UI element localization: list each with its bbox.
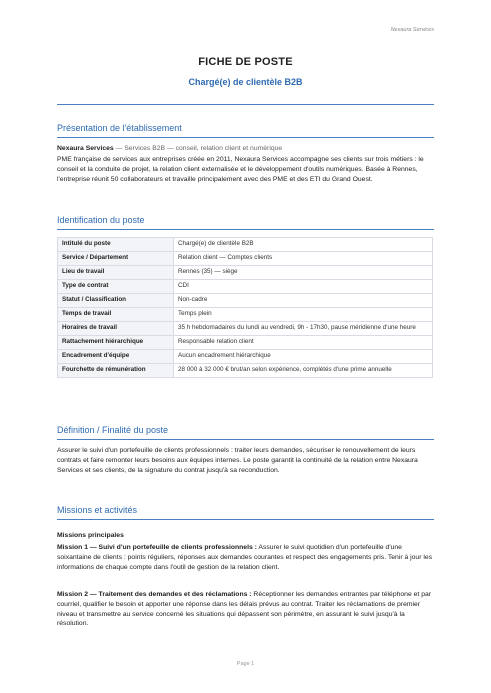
table-row	[58, 293, 433, 307]
field-value: Non-cadre	[174, 293, 433, 307]
field-value: Responsable relation client	[174, 335, 433, 349]
field-value: Aucun encadrement hiérarchique	[174, 349, 433, 363]
table-row	[58, 321, 433, 335]
table-row	[58, 335, 433, 349]
mission-item	[57, 590, 434, 629]
table-row	[58, 307, 433, 321]
mission-title: Mission 1 — Suivi d'un portefeuille de clients professionnels :	[57, 544, 257, 551]
field-value: 28 000 à 32 000 € brut/an selon expérience, complétés d'une prime annuelle	[174, 363, 433, 377]
field-label: Intitulé du poste	[58, 238, 174, 252]
org-line	[57, 144, 434, 154]
table-row	[58, 265, 433, 279]
section-divider	[57, 519, 434, 520]
field-label: Fourchette de rémunération	[58, 363, 174, 377]
org-tagline: — Services B2B — conseil, relation client et numérique	[113, 145, 283, 152]
field-label: Temps de travail	[58, 307, 174, 321]
section-divider	[57, 439, 434, 440]
mission-title: Mission 2 — Traitement des demandes et des réclamations :	[57, 591, 252, 598]
section-title-definition: Définition / Finalité du poste	[57, 425, 169, 435]
field-value: Relation client — Comptes clients	[174, 251, 433, 265]
header-company: Nexaura Services	[390, 27, 434, 33]
section-title-presentation: Présentation de l'établissement	[57, 123, 182, 133]
field-value: 35 h hebdomadaires du lundi au vendredi, 9h - 17h30, pause méridienne d'une heure	[174, 321, 433, 335]
mission-item	[57, 543, 434, 572]
field-label: Horaires de travail	[58, 321, 174, 335]
table-row	[58, 363, 433, 377]
table-row	[58, 251, 433, 265]
field-label: Service / Département	[58, 251, 174, 265]
mission-text: Assurer le suivi quotidien d'un portefeuille d'une soixantaine de clients : points réguliers, réponses aux demandes courantes et respect des engagements pris. Tenir à jour les informations de chaque compte dans l'outil de gestion de la relation client.	[57, 544, 433, 571]
mission-text: Réceptionner les demandes entrantes par téléphone et par courriel, qualifier le besoin et apporter une réponse dans les délais prévus au contrat. Traiter les réclamations de premier niveau et transmettre au service concerné les situations qui dépassent son périmètre, en assurant le suivi jusqu'à la résolution.	[57, 591, 432, 628]
org-name: Nexaura Services	[57, 145, 114, 152]
document-title: FICHE DE POSTE	[198, 56, 293, 68]
field-value: Chargé(e) de clientèle B2B	[174, 238, 433, 252]
section-title-identification: Identification du poste	[57, 215, 145, 225]
field-label: Rattachement hiérarchique	[58, 335, 174, 349]
missions-subheading: Missions principales	[57, 532, 124, 539]
field-label: Statut / Classification	[58, 293, 174, 307]
section-divider	[57, 229, 434, 230]
field-value: Temps plein	[174, 307, 433, 321]
field-label: Lieu de travail	[58, 265, 174, 279]
field-label: Type de contrat	[58, 279, 174, 293]
field-value: Rennes (35) — siège	[174, 265, 433, 279]
identification-table	[57, 237, 433, 378]
field-value: CDI	[174, 279, 433, 293]
document-subtitle: Chargé(e) de clientèle B2B	[188, 77, 303, 87]
title-divider	[57, 104, 434, 105]
presentation-body: PME française de services aux entreprises créée en 2011, Nexaura Services accompagne ses clients sur trois métiers : le conseil et la conduite de projet, la relation client externalisée et le développement d'outils numériques. Basée à Rennes, l'entreprise réunit 50 collaborateurs et travaille principalement avec des PME et des ETI du Grand Ouest.	[57, 156, 424, 183]
definition-body: Assurer le suivi d'un portefeuille de clients professionnels : traiter leurs demandes, sécuriser le renouvellement de leurs contrats et faire remonter leurs besoins aux équipes internes. Le poste garantit la continuité de la relation entre Nexaura Services et ses clients, de la signature du contrat jusqu'à sa reconduction.	[57, 447, 418, 474]
field-label: Encadrement d'équipe	[58, 349, 174, 363]
table-row	[58, 238, 433, 252]
table-row	[58, 279, 433, 293]
page-number: Page 1	[236, 661, 255, 667]
section-divider	[57, 137, 434, 138]
section-title-missions: Missions et activités	[57, 505, 138, 515]
table-row	[58, 349, 433, 363]
